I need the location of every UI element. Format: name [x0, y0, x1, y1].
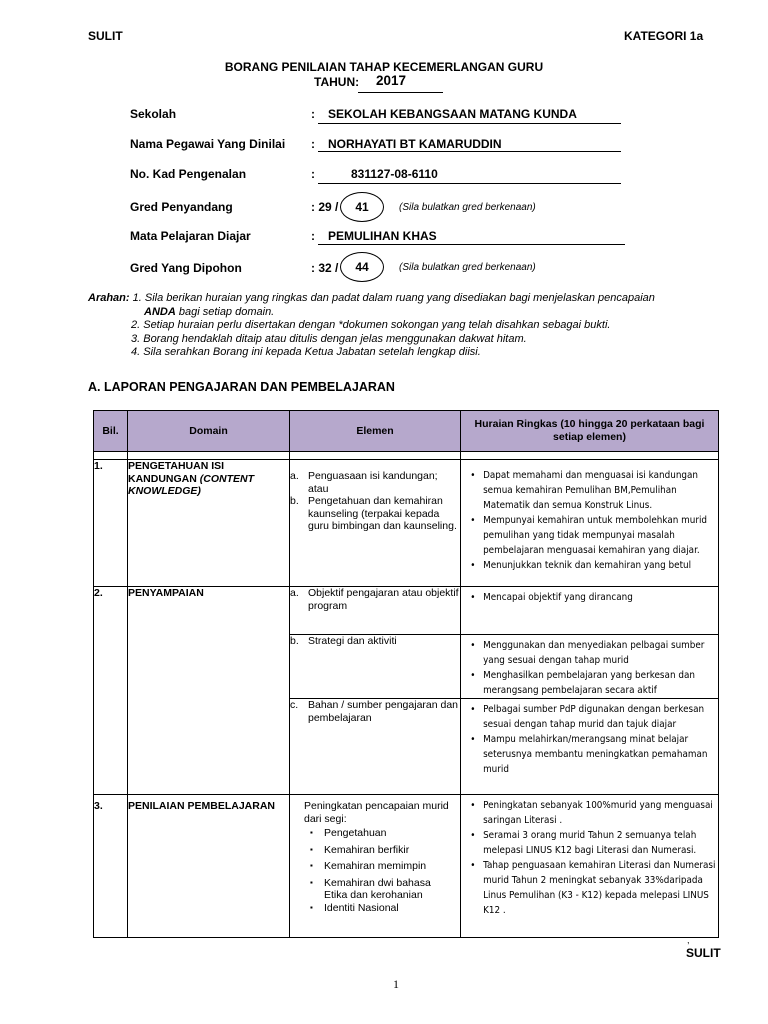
row1-elemen-b [290, 495, 460, 533]
table-row-1 [94, 460, 719, 587]
table-header-row [94, 411, 719, 452]
nama-label: Nama Pegawai Yang Dinilai [130, 137, 286, 151]
list-item: ▪ Kemahiran memimpin [310, 860, 427, 872]
tahun-value: 2017 [376, 73, 407, 88]
row3-elemen-intro: Peningkatan pencapaian murid dari segi: [304, 800, 449, 825]
form-title: BORANG PENILAIAN TAHAP KECEMERLANGAN GURU [224, 60, 544, 74]
mata-pelajaran-value: PEMULIHAN KHAS [328, 229, 437, 243]
row1-elemen [290, 460, 461, 587]
row2c-huraian [461, 699, 719, 795]
section-a-title: A. LAPORAN PENGAJARAN DAN PEMBELAJARAN [88, 380, 395, 394]
kp-colon: : [311, 167, 315, 181]
row2a-letter: a. [290, 587, 299, 599]
row2-domain: PENYAMPAIAN [128, 587, 290, 795]
row1-bil: 1. [94, 460, 128, 587]
list-item: ▪ Identiti Nasional [310, 901, 399, 914]
header-huraian: Huraian Ringkas (10 hingga 20 perkataan bagi setiap elemen) [461, 411, 719, 452]
row2c-elemen [290, 699, 461, 795]
arahan-item-1: 1. Sila berikan huraian yang ringkas dan padat dalam ruang yang disediakan bagi menjelaskan pencapaian [132, 292, 655, 304]
header-bil: Bil. [94, 411, 128, 452]
sekolah-label: Sekolah [130, 107, 177, 121]
row3-elemen [290, 795, 461, 938]
list-item: • Peningkatan sebanyak 100%murid yang menguasai saringan Literasi . [470, 800, 713, 826]
row2b-letter: b. [290, 635, 299, 647]
kp-underline [318, 183, 621, 184]
gred-dipohon-circled: 44 [355, 260, 369, 274]
mata-pelajaran-label: Mata Pelajaran Diajar [130, 229, 251, 243]
gred-penyandang-circle [340, 192, 384, 222]
kp-label: No. Kad Pengenalan [130, 167, 247, 181]
list-item: • Mempunyai kemahiran untuk membolehkan murid pemulihan yang tidak mempunyai masalah pembelajaran menguasai kemahiran yang diajar. [470, 515, 708, 556]
row2a-huraian [461, 587, 719, 635]
kp-value: 831127-08-6110 [351, 167, 438, 181]
row2b-text: Strategi dan aktiviti [308, 635, 397, 647]
table-row-2a [94, 587, 719, 635]
nama-colon: : [311, 137, 315, 151]
list-item: • Dapat memahami dan menguasai isi kandungan semua kemahiran Pemulihan BM,Pemulihan Matematik dan semua Konstruk Linus. [470, 470, 699, 511]
row1-elemen-b-letter: b. [290, 495, 299, 507]
list-item: • Mampu melahirkan/merangsang minat belajar seterusnya membantu meningkatkan pemahaman murid [470, 734, 708, 775]
row2b-elemen [290, 635, 461, 699]
gred-dipohon-prefix: : 32 / [311, 261, 339, 275]
header-domain: Domain [128, 411, 290, 452]
sekolah-colon: : [311, 107, 315, 121]
arahan-label: Arahan: [88, 292, 130, 304]
list-item: • Menghasilkan pembelajaran yang berkesan dan merangsang pembelajaran secara aktif [470, 670, 695, 696]
list-item: • Tahap penguasaan kemahiran Literasi dan Numerasi murid Tahun 2 meningkat sebanyak 33%daripada Linus Pemulihan (K3 - K12) kepada melepasi LINUS K12 . [470, 860, 716, 916]
footer-sulit: SULIT [686, 946, 721, 960]
gred-penyandang-note: (Sila bulatkan gred berkenaan) [399, 202, 536, 213]
nama-value: NORHAYATI BT KAMARUDDIN [328, 137, 502, 151]
mata-pelajaran-colon: : [311, 229, 315, 243]
gred-penyandang-prefix: : 29 / [311, 200, 339, 214]
list-item: • Seramai 3 orang murid Tahun 2 semuanya telah melepasi LINUS K12 bagi Literasi dan Numerasi. [470, 830, 697, 856]
row3-bil: 3. [94, 795, 128, 938]
row2c-letter: c. [290, 699, 299, 711]
list-item: • Mencapai objektif yang dirancang [470, 592, 633, 603]
row1-elemen-a-text: Penguasaan isi kandungan; atau [308, 470, 438, 495]
arahan-item-1b: bagi setiap domain. [178, 305, 275, 318]
row3-huraian [461, 795, 719, 938]
gred-dipohon-label: Gred Yang Dipohon [130, 261, 242, 275]
list-item: • Menunjukkan teknik dan kemahiran yang betul [470, 560, 692, 571]
nama-underline [318, 151, 621, 152]
row1-elemen-a [290, 470, 460, 495]
arahan-block [88, 292, 728, 360]
arahan-item-3: 3. Borang hendaklah ditaip atau ditulis dengan jelas menggunakan dakwat hitam. [131, 332, 527, 345]
page-number: 1 [393, 977, 399, 991]
report-table [93, 410, 719, 938]
gred-dipohon-note: (Sila bulatkan gred berkenaan) [399, 262, 536, 273]
sekolah-value: SEKOLAH KEBANGSAAN MATANG KUNDA [328, 107, 577, 121]
gred-dipohon-circle [340, 252, 384, 282]
sekolah-underline [318, 123, 621, 124]
row3-domain: PENILAIAN PEMBELAJARAN [128, 795, 290, 938]
arahan-item-2: 2. Setiap huraian perlu disertakan dengan *dokumen sokongan yang telah disahkan sebagai bukti. [131, 319, 611, 331]
table-row-3 [94, 795, 719, 938]
row1-huraian [461, 460, 719, 587]
header-elemen: Elemen [290, 411, 461, 452]
mata-pelajaran-underline [318, 244, 625, 245]
row2a-elemen [290, 587, 461, 635]
list-item: ▪ Kemahiran dwi bahasa Etika dan kerohanian [310, 876, 431, 901]
row2a-text: Objektif pengajaran atau objektif program [308, 587, 459, 612]
row1-elemen-a-letter: a. [290, 470, 299, 482]
tahun-underline [358, 92, 443, 93]
gred-penyandang-label: Gred Penyandang [130, 200, 233, 214]
row2-bil: 2. [94, 587, 128, 795]
arahan-item-4: 4. Sila serahkan Borang ini kepada Ketua Jabatan setelah lengkap diisi. [131, 346, 481, 358]
list-item: • Menggunakan dan menyediakan pelbagai sumber yang sesuai dengan tahap murid [470, 640, 705, 666]
row2c-text: Bahan / sumber pengajaran dan pembelajaran [308, 699, 459, 724]
gred-penyandang-circled: 41 [355, 200, 369, 214]
arahan-anda: ANDA [144, 305, 176, 318]
table-spacer [94, 452, 719, 460]
header-sulit: SULIT [88, 29, 123, 43]
row1-domain [128, 460, 290, 587]
list-item: ▪ Pengetahuan [310, 827, 387, 839]
row1-domain-text: PENGETAHUAN ISI KANDUNGAN [128, 460, 225, 485]
row2b-huraian [461, 635, 719, 699]
footer-comma: , [687, 935, 690, 945]
header-kategori: KATEGORI 1a [624, 29, 704, 43]
tahun-label: TAHUN: [314, 75, 360, 89]
list-item: ▪ Kemahiran berfikir [310, 843, 410, 856]
row1-elemen-b-text: Pengetahuan dan kemahiran kaunseling (terpakai kepada guru bimbingan dan kaunseling. [308, 495, 457, 532]
row1-domain-italic: (CONTENT KNOWLEDGE) [128, 472, 255, 497]
list-item: • Pelbagai sumber PdP digunakan dengan berkesan sesuai dengan tahap murid dan tajuk diajar [470, 704, 705, 730]
